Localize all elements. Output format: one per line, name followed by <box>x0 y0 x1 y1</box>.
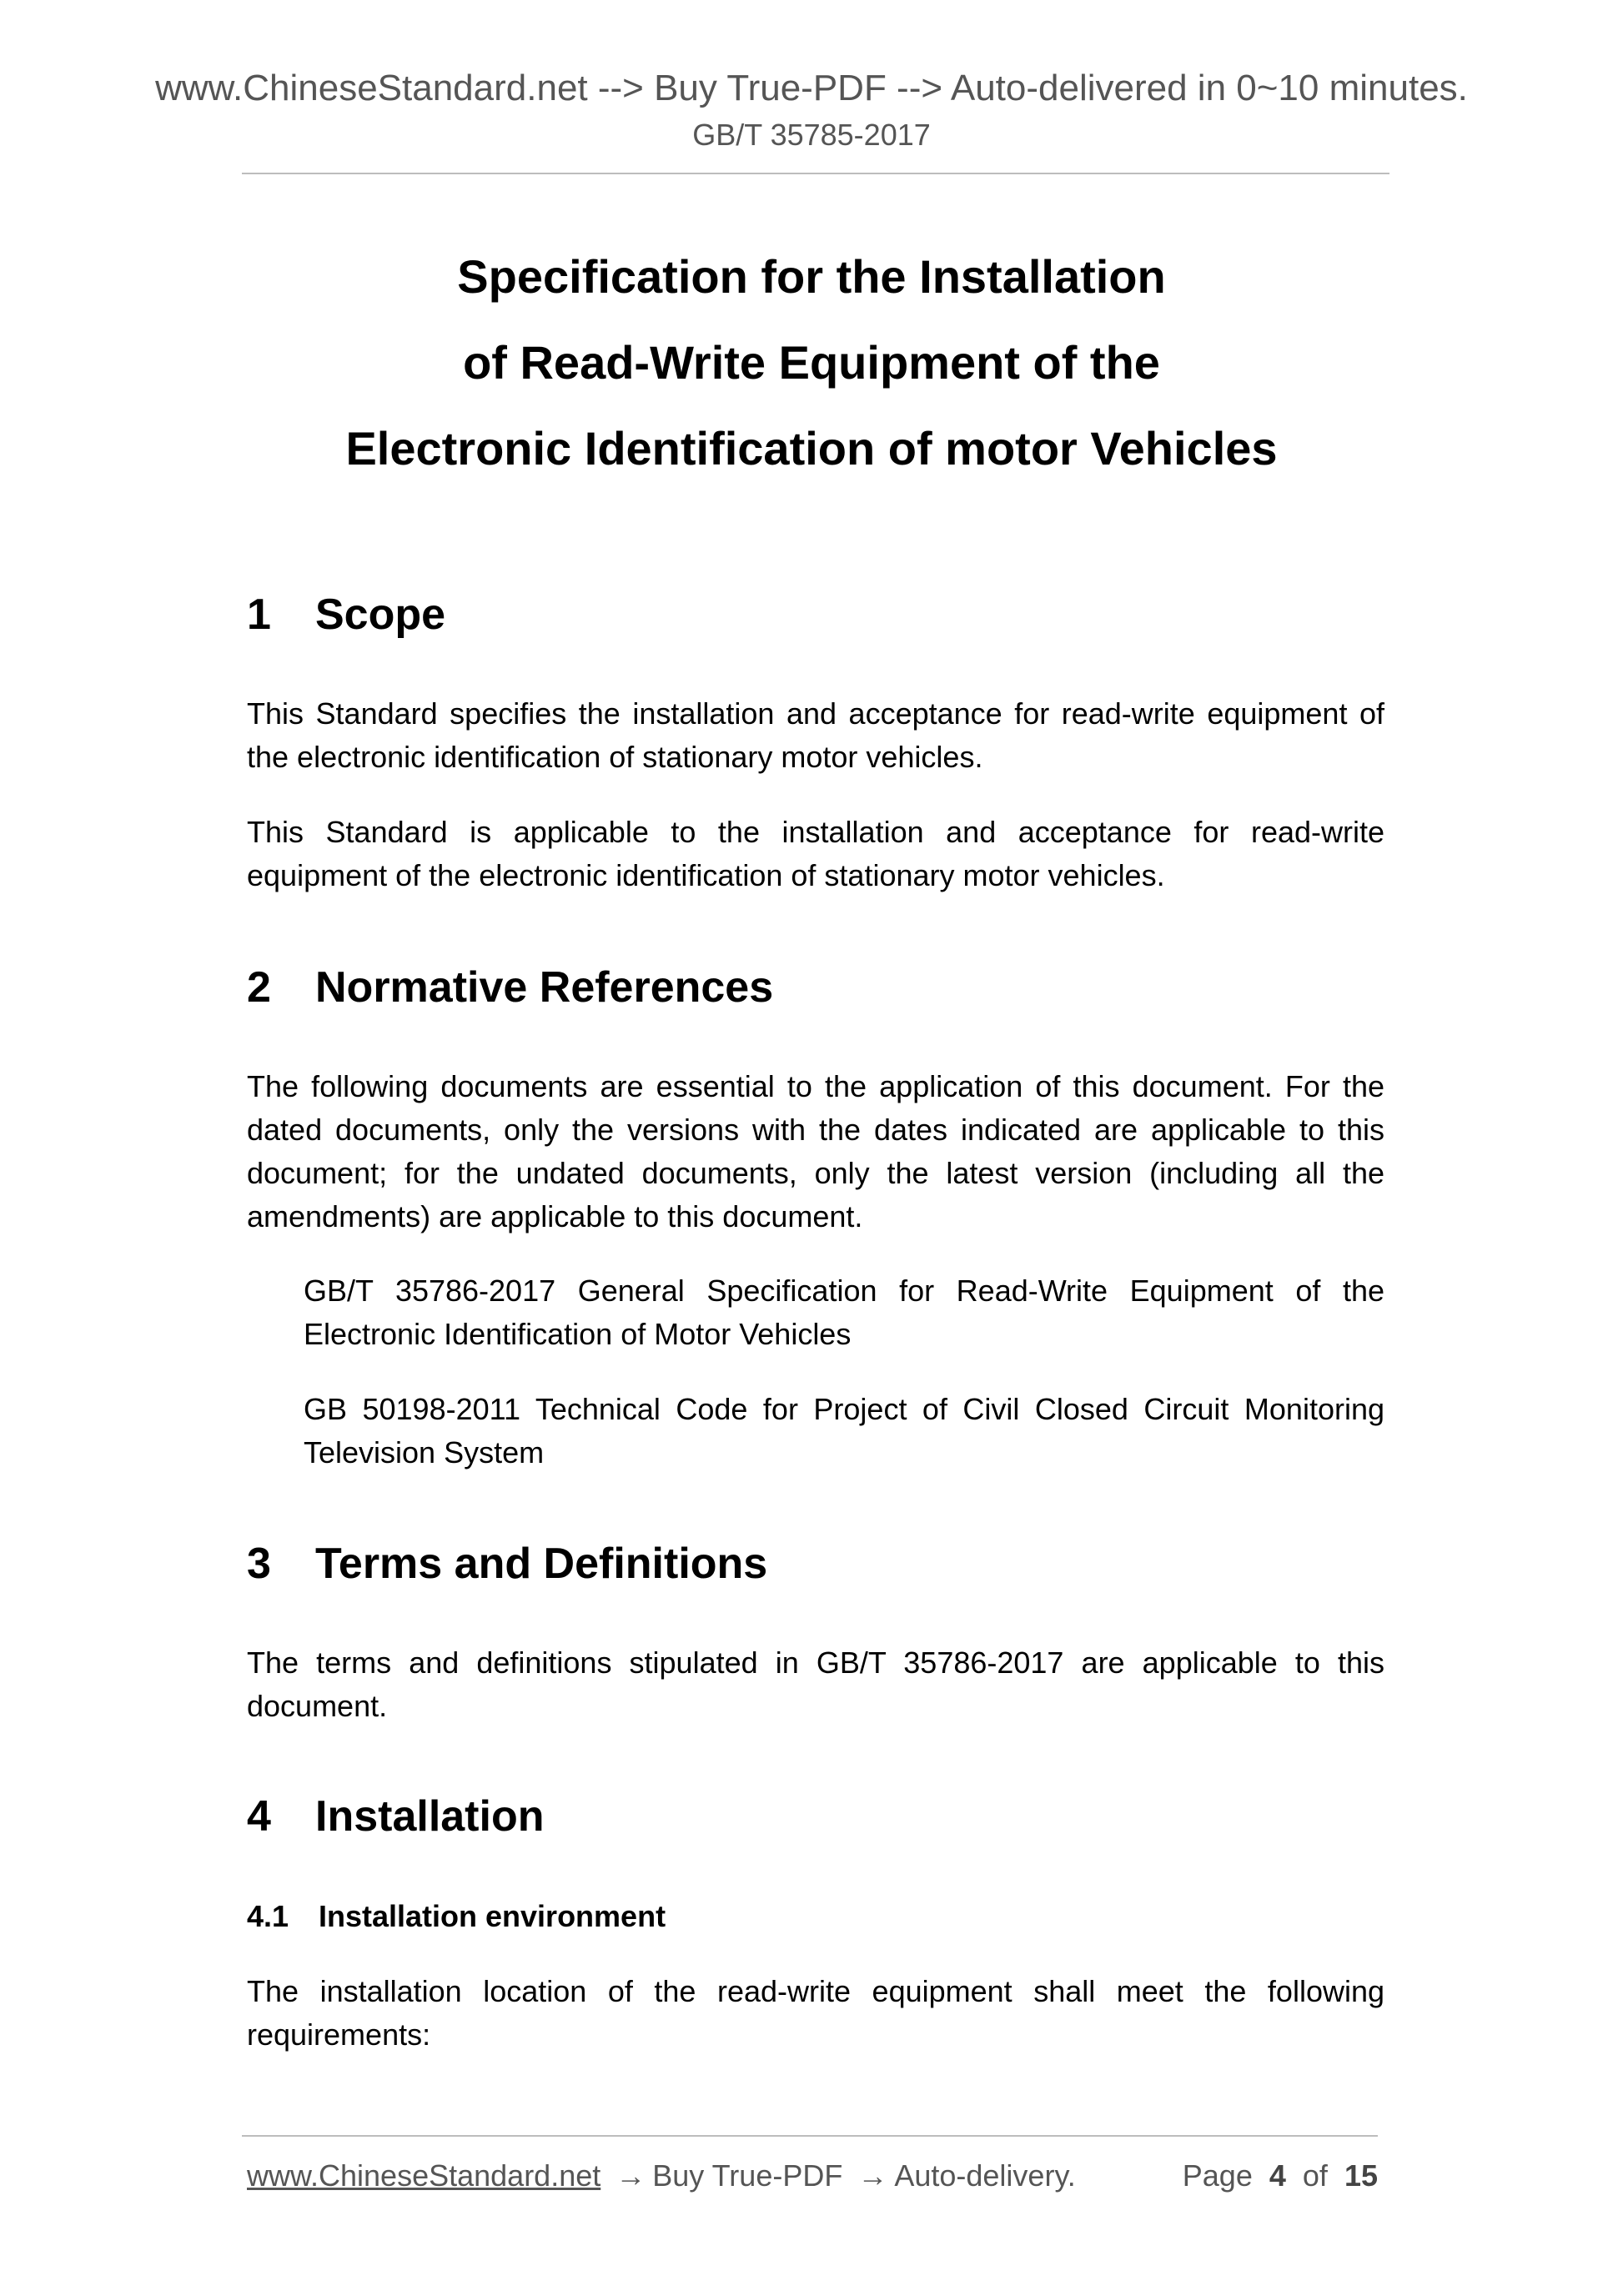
arrow-right-icon: → <box>857 2158 888 2193</box>
reference-gb-50198: GB 50198-2011 Technical Code for Project of Civil Closed Circuit Monitoring Television System <box>304 1392 1384 1470</box>
page-footer <box>247 2156 1378 2196</box>
section-4-number: 4 <box>247 1792 271 1841</box>
section-3-heading <box>247 1537 767 1590</box>
section-3-paragraph-1: The terms and definitions stipulated in GB/T 35786-2017 are applicable to this document. <box>247 1645 1384 1723</box>
reference-gbt-35786: GB/T 35786-2017 General Specification for Read-Write Equipment of the Electronic Identification of Motor Vehicles <box>304 1274 1384 1351</box>
footer-buy-text: Buy True-PDF <box>652 2158 843 2193</box>
section-1-title: Scope <box>315 590 446 639</box>
title-line-2: of Read-Write Equipment of the <box>463 336 1160 389</box>
title-line-3: Electronic Identification of motor Vehicles <box>345 422 1278 475</box>
document-title <box>0 234 1623 491</box>
page-number <box>1183 2156 1378 2196</box>
subsection-4-1-number: 4.1 <box>247 1899 289 1933</box>
section-1-paragraph-1: This Standard specifies the installation and acceptance for read-write equipment of the electronic identification of stationary motor vehicles. <box>247 696 1384 774</box>
section-2-heading <box>247 961 773 1014</box>
section-3-number: 3 <box>247 1540 271 1588</box>
section-2-paragraph-1: The following documents are essential to the application of this document. For the dated documents, only the versions with the dates indicated are applicable to this document; for the undated documents, only the latest version (including all the amendments) are applicable to this document. <box>247 1069 1384 1233</box>
section-1-paragraph-2: This Standard is applicable to the installation and acceptance for read-write equipment of the electronic identification of stationary motor vehicles. <box>247 815 1384 892</box>
header-divider <box>242 173 1389 174</box>
section-1-heading <box>247 588 445 641</box>
section-4-title: Installation <box>315 1792 545 1841</box>
header-banner: www.ChineseStandard.net --> Buy True-PDF --> Auto-delivered in 0~10 minutes. <box>155 68 1468 108</box>
section-3-title: Terms and Definitions <box>315 1540 768 1588</box>
header-standard-code: GB/T 35785-2017 <box>692 118 931 152</box>
section-2-title: Normative References <box>315 963 774 1012</box>
title-line-1: Specification for the Installation <box>457 250 1166 303</box>
section-4-heading <box>247 1790 544 1843</box>
page-of-label: of <box>1302 2158 1328 2193</box>
section-2-number: 2 <box>247 963 271 1012</box>
subsection-4-1-paragraph-1: The installation location of the read-write equipment shall meet the following requirements: <box>247 1974 1384 2052</box>
footer-delivery-text: Auto-delivery. <box>894 2158 1076 2193</box>
subsection-4-1-heading <box>247 1897 666 1937</box>
footer-site-link[interactable]: www.ChineseStandard.net <box>247 2158 601 2193</box>
arrow-right-icon: → <box>616 2158 646 2193</box>
page-current: 4 <box>1269 2158 1286 2193</box>
footer-divider <box>242 2135 1378 2137</box>
subsection-4-1-title: Installation environment <box>319 1899 666 1933</box>
section-1-number: 1 <box>247 590 271 639</box>
page-total: 15 <box>1344 2158 1378 2193</box>
page-label: Page <box>1182 2158 1253 2193</box>
